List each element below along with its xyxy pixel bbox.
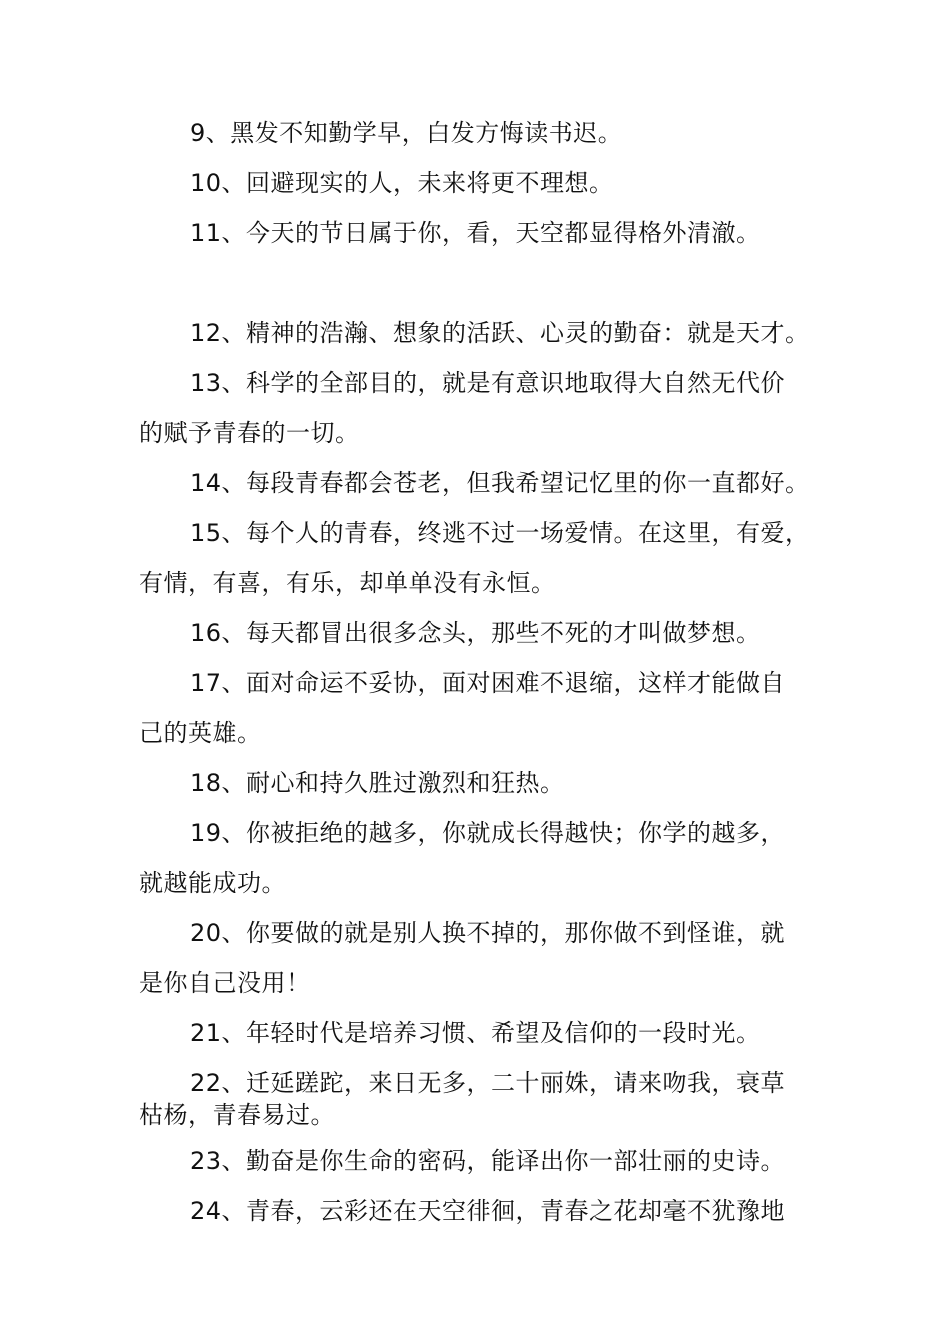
text-line-15a: 15、每个人的青春，终逃不过一场爱情。在这里，有爱， bbox=[190, 519, 810, 547]
text-line-21: 21、年轻时代是培养习惯、希望及信仰的一段时光。 bbox=[190, 1019, 761, 1047]
text-line-9: 9、黑发不知勤学早，白发方悔读书迟。 bbox=[190, 119, 623, 147]
text-line-22a: 22、迁延蹉跎，来日无多，二十丽姝，请来吻我，衰草 bbox=[190, 1069, 786, 1097]
text-line-20a: 20、你要做的就是别人换不掉的，那你做不到怪谁，就 bbox=[190, 919, 786, 947]
text-line-24: 24、青春，云彩还在天空徘徊，青春之花却毫不犹豫地 bbox=[190, 1197, 786, 1225]
text-line-19a: 19、你被拒绝的越多，你就成长得越快；你学的越多， bbox=[190, 819, 786, 847]
text-line-13b: 的赋予青春的一切。 bbox=[139, 419, 360, 447]
text-line-10: 10、回避现实的人，未来将更不理想。 bbox=[190, 169, 614, 197]
text-line-14: 14、每段青春都会苍老，但我希望记忆里的你一直都好。 bbox=[190, 469, 810, 497]
text-line-23: 23、勤奋是你生命的密码，能译出你一部壮丽的史诗。 bbox=[190, 1147, 786, 1175]
text-line-16: 16、每天都冒出很多念头，那些不死的才叫做梦想。 bbox=[190, 619, 761, 647]
text-line-20b: 是你自己没用！ bbox=[139, 969, 311, 997]
text-line-15b: 有情，有喜，有乐，却单单没有永恒。 bbox=[139, 569, 556, 597]
text-line-17b: 己的英雄。 bbox=[139, 719, 262, 747]
text-line-17a: 17、面对命运不妥协，面对困难不退缩，这样才能做自 bbox=[190, 669, 786, 697]
text-line-11: 11、今天的节日属于你，看，天空都显得格外清澈。 bbox=[190, 219, 761, 247]
text-line-13a: 13、科学的全部目的，就是有意识地取得大自然无代价 bbox=[190, 369, 786, 397]
text-line-22b: 枯杨，青春易过。 bbox=[139, 1101, 335, 1129]
text-line-19b: 就越能成功。 bbox=[139, 869, 286, 897]
text-line-12: 12、精神的浩瀚、想象的活跃、心灵的勤奋：就是天才。 bbox=[190, 319, 810, 347]
text-line-18: 18、耐心和持久胜过激烈和狂热。 bbox=[190, 769, 565, 797]
